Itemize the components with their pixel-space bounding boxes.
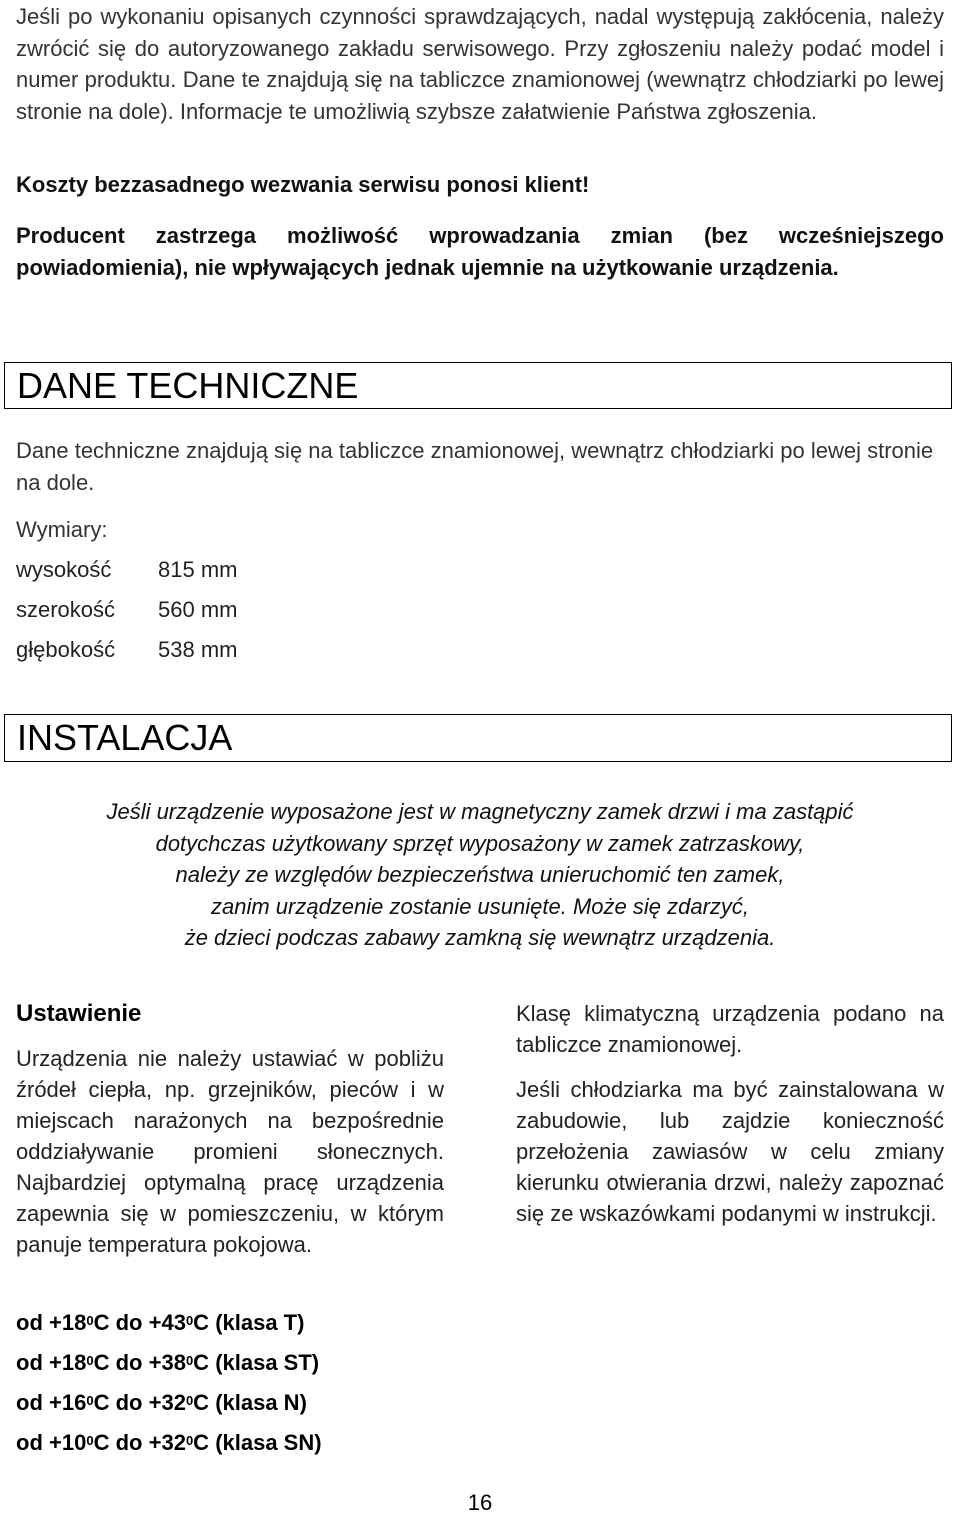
- service-cost-warning: Koszty bezzasadnego wezwania serwisu ponosi klient!: [16, 172, 590, 197]
- dimension-row-depth: [16, 630, 237, 670]
- dimension-value: 538 mm: [158, 637, 238, 662]
- dimension-row-width: [16, 590, 237, 630]
- notice-line: zanim urządzenie zostanie usunięte. Może się zdarzyć,: [210, 893, 750, 919]
- dimensions-label: Wymiary:: [16, 517, 108, 542]
- climate-class-row: od $+10^0C$ do $+32^0C$ (klasa SN): [16, 1430, 322, 1455]
- climate-class-row: od $+18^0C$ do $+43^0C$ (klasa T): [16, 1310, 305, 1335]
- right-column: [516, 998, 944, 1229]
- placement-heading: Ustawienie: [16, 1000, 142, 1027]
- built-in-installation-note: Jeśli chłodziarka ma być zainstalowana w zabudowie, lub zajdzie konieczność przełożenia zawiasów w celu zmiany kierunku otwierania drzwi, należy zapoznać się ze wskazówkami podanymi w instrukcji.: [516, 1077, 944, 1226]
- technical-heading-text: DANE TECHNICZNE: [17, 364, 359, 406]
- climate-class-row: od $+16^0C$ do $+32^0C$ (klasa N): [16, 1390, 307, 1415]
- manufacturer-disclaimer: Producent zastrzega możliwość wprowadzania zmian (bez wcześniejszego powiadomienia), nie wpływających jednak ujemnie na użytkowanie urządzenia.: [16, 223, 944, 280]
- page-number: 16: [467, 1490, 493, 1515]
- dimension-row-height: [16, 550, 237, 590]
- notice-line: Jeśli urządzenie wyposażone jest w magnetyczny zamek drzwi i ma zastąpić: [106, 799, 854, 824]
- dimension-label: głębokość: [16, 637, 116, 662]
- notice-line: że dzieci podczas zabawy zamkną się wewnątrz urządzenia.: [184, 925, 776, 950]
- placement-column: [16, 998, 444, 1260]
- climate-class-row: od $+18^0C$ do $+38^0C$ (klasa ST): [16, 1350, 320, 1375]
- installation-heading-text: INSTALACJA: [17, 717, 233, 758]
- climate-class-note: Klasę klimatyczną urządzenia podano na tabliczce znamionowej.: [516, 1001, 944, 1057]
- placement-text: Urządzenia nie należy ustawiać w pobliżu źródeł ciepła, np. grzejników, pieców i w miejscach narażonych na bezpośrednie oddziaływanie promieni słonecznych. Najbardziej optymalną pracę urządzenia zapewnia się w pomieszczeniu, w którym panuje temperatura pokojowa.: [16, 1046, 444, 1257]
- dimensions-list: [16, 550, 237, 670]
- dimension-label: wysokość: [16, 557, 112, 582]
- intro-paragraph: Jeśli po wykonaniu opisanych czynności sprawdzających, nadal występują zakłócenia, należy zwrócić się do autoryzowanego zakładu serwisowego. Przy zgłoszeniu należy podać model i numer produktu. Dane te znajdują się na tabliczce znamionowej (wewnątrz chłodziarki po lewej stronie na dole). Informacje te umożliwią szybsze załatwienie Państwa zgłoszenia.: [16, 4, 944, 124]
- notice-line: dotychczas użytkowany sprzęt wyposażony w zamek zatrzaskowy,: [155, 830, 805, 856]
- section-heading-technical: [4, 362, 952, 409]
- notice-line: należy ze względów bezpieczeństwa unieruchomić ten zamek,: [175, 862, 785, 887]
- section-heading-installation: [4, 714, 952, 762]
- dimension-value: 560 mm: [158, 597, 238, 622]
- technical-description: Dane techniczne znajdują się na tabliczce znamionowej, wewnątrz chłodziarki po lewej stronie na dole.: [16, 438, 934, 495]
- dimension-value: 815 mm: [158, 557, 238, 582]
- magnetic-lock-notice: [16, 796, 944, 954]
- climate-class-list: [16, 1303, 322, 1463]
- dimension-label: szerokość: [16, 597, 116, 622]
